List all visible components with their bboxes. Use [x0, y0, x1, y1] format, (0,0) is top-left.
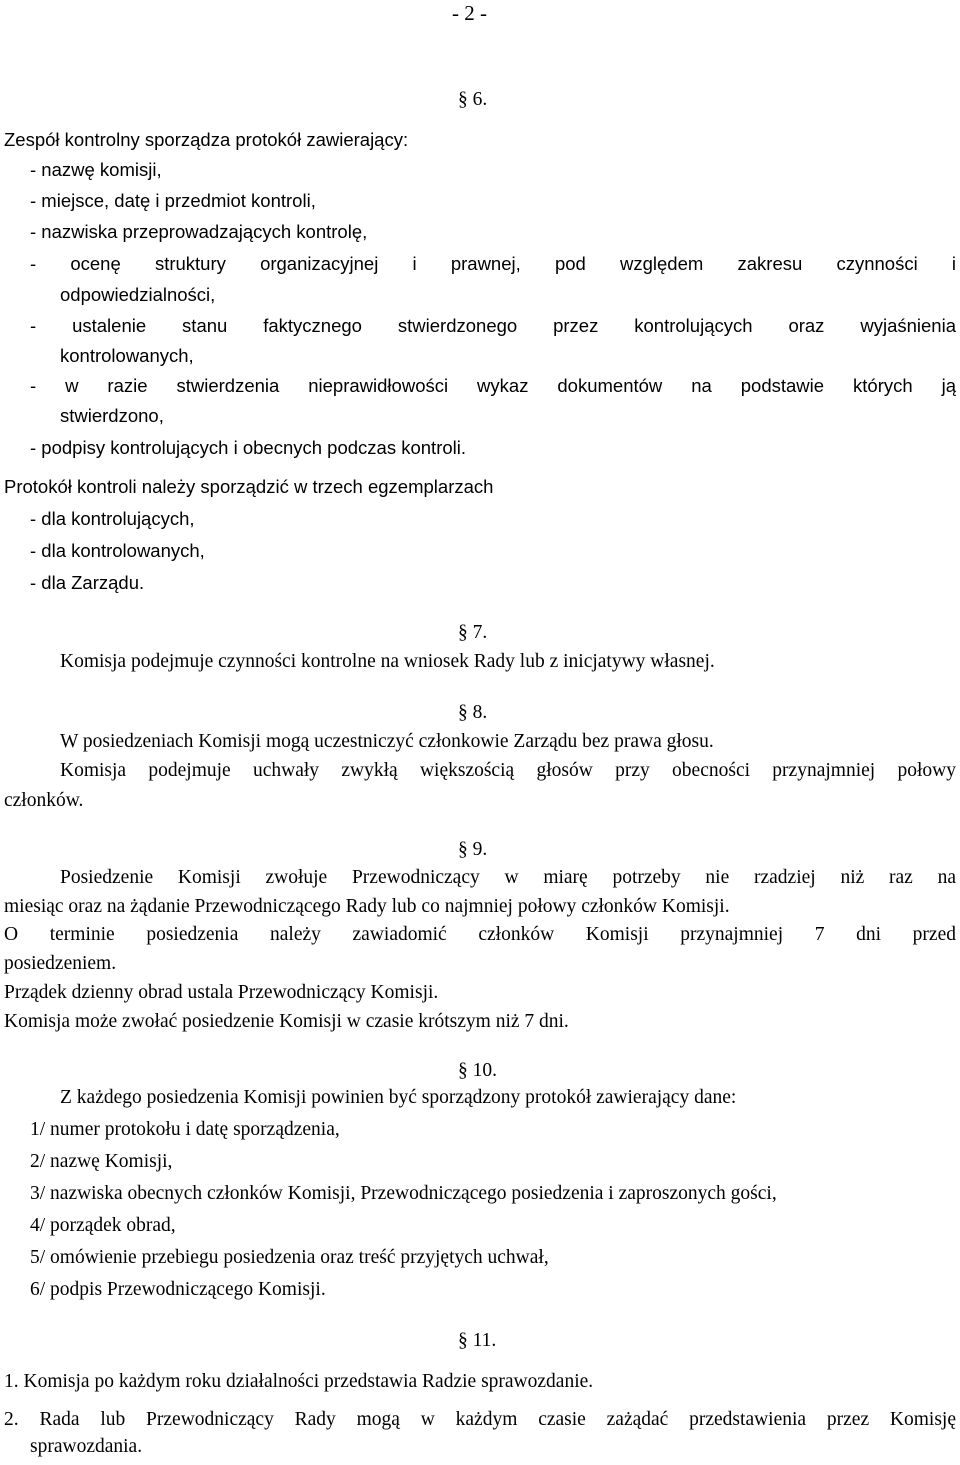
list-item: 5/ omówienie przebiegu posiedzenia oraz treść przyjętych uchwał,: [30, 1247, 549, 1268]
list-item: 3/ nazwiska obecnych członków Komisji, Przewodniczącego posiedzenia i zaproszonych gości,: [30, 1183, 777, 1204]
page-number: - 2 -: [452, 1, 487, 25]
list-item: 2/ nazwę Komisji,: [30, 1151, 173, 1172]
list-item: - podpisy kontrolujących i obecnych podczas kontroli.: [30, 437, 467, 458]
list-item: - dla kontrolowanych,: [30, 540, 205, 561]
section-8-line: Komisja podejmuje uchwały zwykłą większością głosów przy obecności przynajmniej połowy: [60, 760, 956, 781]
section-9-line: Komisja może zwołać posiedzenie Komisji w czasie krótszym niż 7 dni.: [4, 1011, 569, 1032]
section-6-heading: § 6.: [458, 89, 488, 110]
list-item-continuation: sprawozdania.: [30, 1436, 143, 1457]
list-item: - nazwę komisji,: [30, 159, 162, 180]
section-11-heading: § 11.: [458, 1330, 497, 1351]
list-item: - ustalenie stanu faktycznego stwierdzonego przez kontrolujących oraz wyjaśnienia: [30, 315, 956, 336]
section-9-heading: § 9.: [458, 839, 488, 860]
section-7-heading: § 7.: [458, 622, 488, 643]
section-9-line: miesiąc oraz na żądanie Przewodniczącego Rady lub co najmniej połowy członków Komisji.: [4, 896, 730, 917]
list-item: - nazwiska przeprowadzających kontrolę,: [30, 221, 368, 242]
section-10-heading: § 10.: [458, 1060, 497, 1081]
section-8-line: W posiedzeniach Komisji mogą uczestniczyć członkowie Zarządu bez prawa głosu.: [60, 731, 714, 752]
list-item: - ocenę struktury organizacyjnej i prawnej, pod względem zakresu czynności i: [30, 253, 956, 274]
list-item-continuation: odpowiedzialności,: [60, 284, 216, 305]
list-item: - miejsce, datę i przedmiot kontroli,: [30, 190, 316, 211]
list-item: - dla Zarządu.: [30, 572, 145, 593]
list-item: 4/ porządek obrad,: [30, 1215, 176, 1236]
section-8-line: członków.: [4, 790, 84, 811]
section-9-line: Prządek dzienny obrad ustala Przewodniczący Komisji.: [4, 982, 439, 1003]
list-item: 2. Rada lub Przewodniczący Rady mogą w każdym czasie zażądać przedstawienia przez Komisję: [4, 1409, 956, 1430]
section-9-line: posiedzeniem.: [4, 953, 117, 974]
list-item: 6/ podpis Przewodniczącego Komisji.: [30, 1279, 326, 1300]
list-item: - w razie stwierdzenia nieprawidłowości wykaz dokumentów na podstawie których ją: [30, 375, 956, 396]
section-6-intro: Zespół kontrolny sporządza protokół zawierający:: [4, 129, 409, 150]
list-item: 1/ numer protokołu i datę sporządzenia,: [30, 1119, 340, 1140]
list-item: - dla kontrolujących,: [30, 508, 195, 529]
section-9-line: Posiedzenie Komisji zwołuje Przewodniczący w miarę potrzeby nie rzadziej niż raz na: [60, 867, 956, 888]
list-item-continuation: stwierdzono,: [60, 405, 164, 426]
section-7-text: Komisja podejmuje czynności kontrolne na wniosek Rady lub z inicjatywy własnej.: [60, 651, 715, 672]
list-item-continuation: kontrolowanych,: [60, 345, 194, 366]
protocol-intro: Protokół kontroli należy sporządzić w trzech egzemplarzach: [4, 476, 494, 497]
section-10-intro: Z każdego posiedzenia Komisji powinien być sporządzony protokół zawierający dane:: [60, 1087, 737, 1108]
section-9-line: O terminie posiedzenia należy zawiadomić członków Komisji przynajmniej 7 dni przed: [4, 924, 956, 945]
list-item: 1. Komisja po każdym roku działalności przedstawia Radzie sprawozdanie.: [4, 1371, 594, 1392]
section-8-heading: § 8.: [458, 702, 488, 723]
